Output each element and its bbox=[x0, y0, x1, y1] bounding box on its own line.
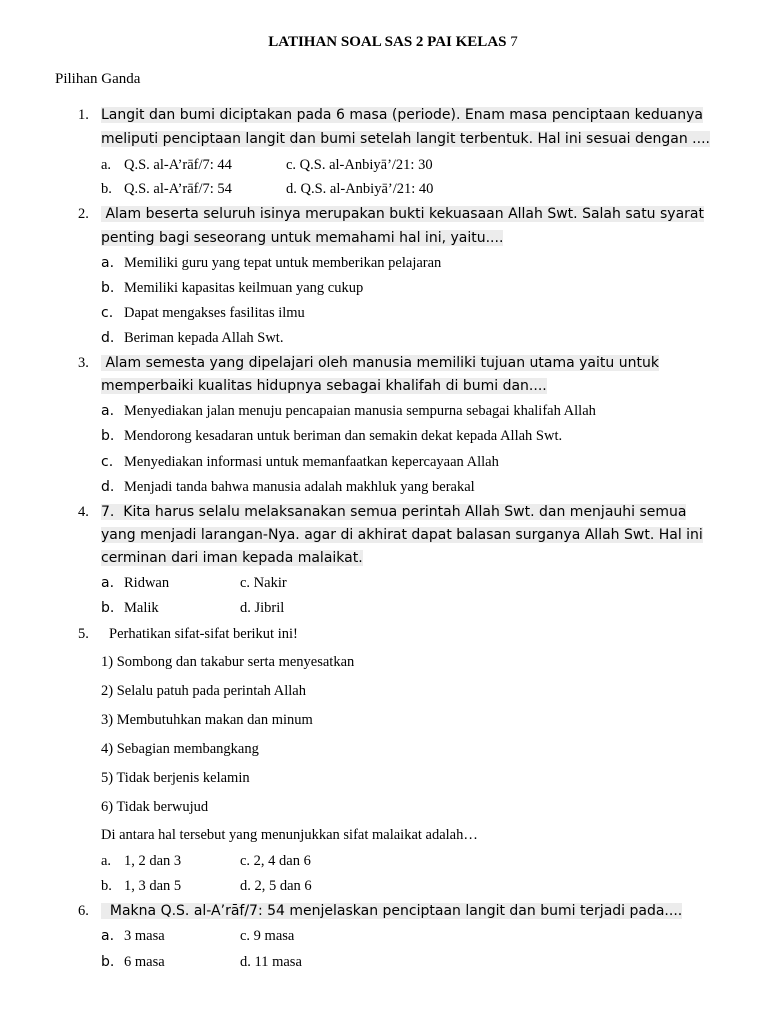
option-b: Mendorong kesadaran untuk beriman dan semakin dekat kepada Allah Swt. bbox=[124, 428, 563, 444]
option-a: Menyediakan jalan menuju pencapaian manusia sempurna sebagai khalifah Allah bbox=[124, 403, 596, 419]
option-d: d. Jibril bbox=[240, 600, 285, 616]
option-a: 1, 2 dan 3 bbox=[124, 853, 182, 869]
option-letter: b. bbox=[101, 600, 115, 616]
option-letter: a. bbox=[101, 853, 112, 869]
option-d: Beriman kepada Allah Swt. bbox=[124, 330, 284, 346]
option-c: c. Q.S. al-Anbiyā’/21: 30 bbox=[286, 157, 433, 173]
section-heading: Pilihan Ganda bbox=[55, 71, 141, 87]
statement-item: 1) Sombong dan takabur serta menyesatkan bbox=[101, 654, 355, 670]
question-text-line: cerminan dari iman kepada malaikat. bbox=[101, 550, 363, 566]
option-letter: a. bbox=[101, 575, 115, 591]
option-c: c. Nakir bbox=[240, 575, 287, 591]
option-letter: a. bbox=[101, 403, 115, 419]
option-a: Memiliki guru yang tepat untuk memberikan pelajaran bbox=[124, 255, 442, 271]
option-b: Memiliki kapasitas keilmuan yang cukup bbox=[124, 280, 364, 296]
question-text-line: Alam beserta seluruh isinya merupakan bukti kekuasaan Allah Swt. Salah satu syarat bbox=[101, 206, 704, 222]
option-letter: d. bbox=[101, 479, 115, 495]
option-c: Dapat mengakses fasilitas ilmu bbox=[124, 305, 305, 321]
option-letter: c. bbox=[101, 454, 114, 470]
option-a: Ridwan bbox=[124, 575, 170, 591]
question-number: 2. bbox=[78, 206, 89, 222]
question-number: 6. bbox=[78, 903, 89, 919]
statement-item: 5) Tidak berjenis kelamin bbox=[101, 770, 250, 786]
question-prompt: Di antara hal tersebut yang menunjukkan sifat malaikat adalah… bbox=[101, 827, 478, 843]
question-text-line: yang menjadi larangan-Nya. agar di akhirat dapat balasan surganya Allah Swt. Hal ini bbox=[101, 527, 703, 543]
question-number: 1. bbox=[78, 107, 89, 123]
document-title bbox=[0, 34, 768, 51]
option-d: Menjadi tanda bahwa manusia adalah makhluk yang berakal bbox=[124, 479, 475, 495]
option-letter: b. bbox=[101, 280, 115, 296]
title-class-number: 7 bbox=[506, 34, 518, 50]
option-letter: c. bbox=[101, 305, 114, 321]
option-b: 1, 3 dan 5 bbox=[124, 878, 182, 894]
option-c: c. 2, 4 dan 6 bbox=[240, 853, 311, 869]
option-c: c. 9 masa bbox=[240, 928, 295, 944]
title-bold: LATIHAN SOAL SAS 2 PAI KELAS bbox=[268, 34, 507, 50]
option-d: d. 11 masa bbox=[240, 954, 302, 970]
question-text-line: meliputi penciptaan langit dan bumi setelah langit terbentuk. Hal ini sesuai dengan .... bbox=[101, 131, 710, 147]
option-b: 6 masa bbox=[124, 954, 165, 970]
option-letter: b. bbox=[101, 878, 112, 894]
option-letter: b. bbox=[101, 181, 112, 197]
option-letter: b. bbox=[101, 954, 115, 970]
option-letter: a. bbox=[101, 255, 115, 271]
option-letter: b. bbox=[101, 428, 115, 444]
option-a: Q.S. al-A’rāf/7: 44 bbox=[124, 157, 232, 173]
statement-item: 6) Tidak berwujud bbox=[101, 799, 209, 815]
question-text-line: memperbaiki kualitas hidupnya sebagai khalifah di bumi dan.... bbox=[101, 378, 547, 394]
option-letter: a. bbox=[101, 157, 112, 173]
question-text-line: Perhatikan sifat-sifat berikut ini! bbox=[109, 626, 298, 642]
option-d: d. 2, 5 dan 6 bbox=[240, 878, 312, 894]
question-number: 5. bbox=[78, 626, 89, 642]
question-text-line: Langit dan bumi diciptakan pada 6 masa (periode). Enam masa penciptaan keduanya bbox=[101, 107, 703, 123]
question-text-line: 7. Kita harus selalu melaksanakan semua perintah Allah Swt. dan menjauhi semua bbox=[101, 504, 687, 520]
option-c: Menyediakan informasi untuk memanfaatkan kepercayaan Allah bbox=[124, 454, 499, 470]
option-b: Q.S. al-A’rāf/7: 54 bbox=[124, 181, 232, 197]
statement-item: 2) Selalu patuh pada perintah Allah bbox=[101, 683, 306, 699]
option-b: Malik bbox=[124, 600, 159, 616]
option-letter: d. bbox=[101, 330, 115, 346]
statement-item: 3) Membutuhkan makan dan minum bbox=[101, 712, 313, 728]
question-text-line: penting bagi seseorang untuk memahami hal ini, yaitu.... bbox=[101, 230, 504, 246]
option-d: d. Q.S. al-Anbiyā’/21: 40 bbox=[286, 181, 434, 197]
question-number: 4. bbox=[78, 504, 89, 520]
question-text-line: Alam semesta yang dipelajari oleh manusia memiliki tujuan utama yaitu untuk bbox=[101, 355, 659, 371]
option-a: 3 masa bbox=[124, 928, 165, 944]
option-letter: a. bbox=[101, 928, 115, 944]
statement-item: 4) Sebagian membangkang bbox=[101, 741, 259, 757]
question-number: 3. bbox=[78, 355, 89, 371]
question-text-line: Makna Q.S. al-A’rāf/7: 54 menjelaskan penciptaan langit dan bumi terjadi pada.... bbox=[101, 903, 683, 919]
